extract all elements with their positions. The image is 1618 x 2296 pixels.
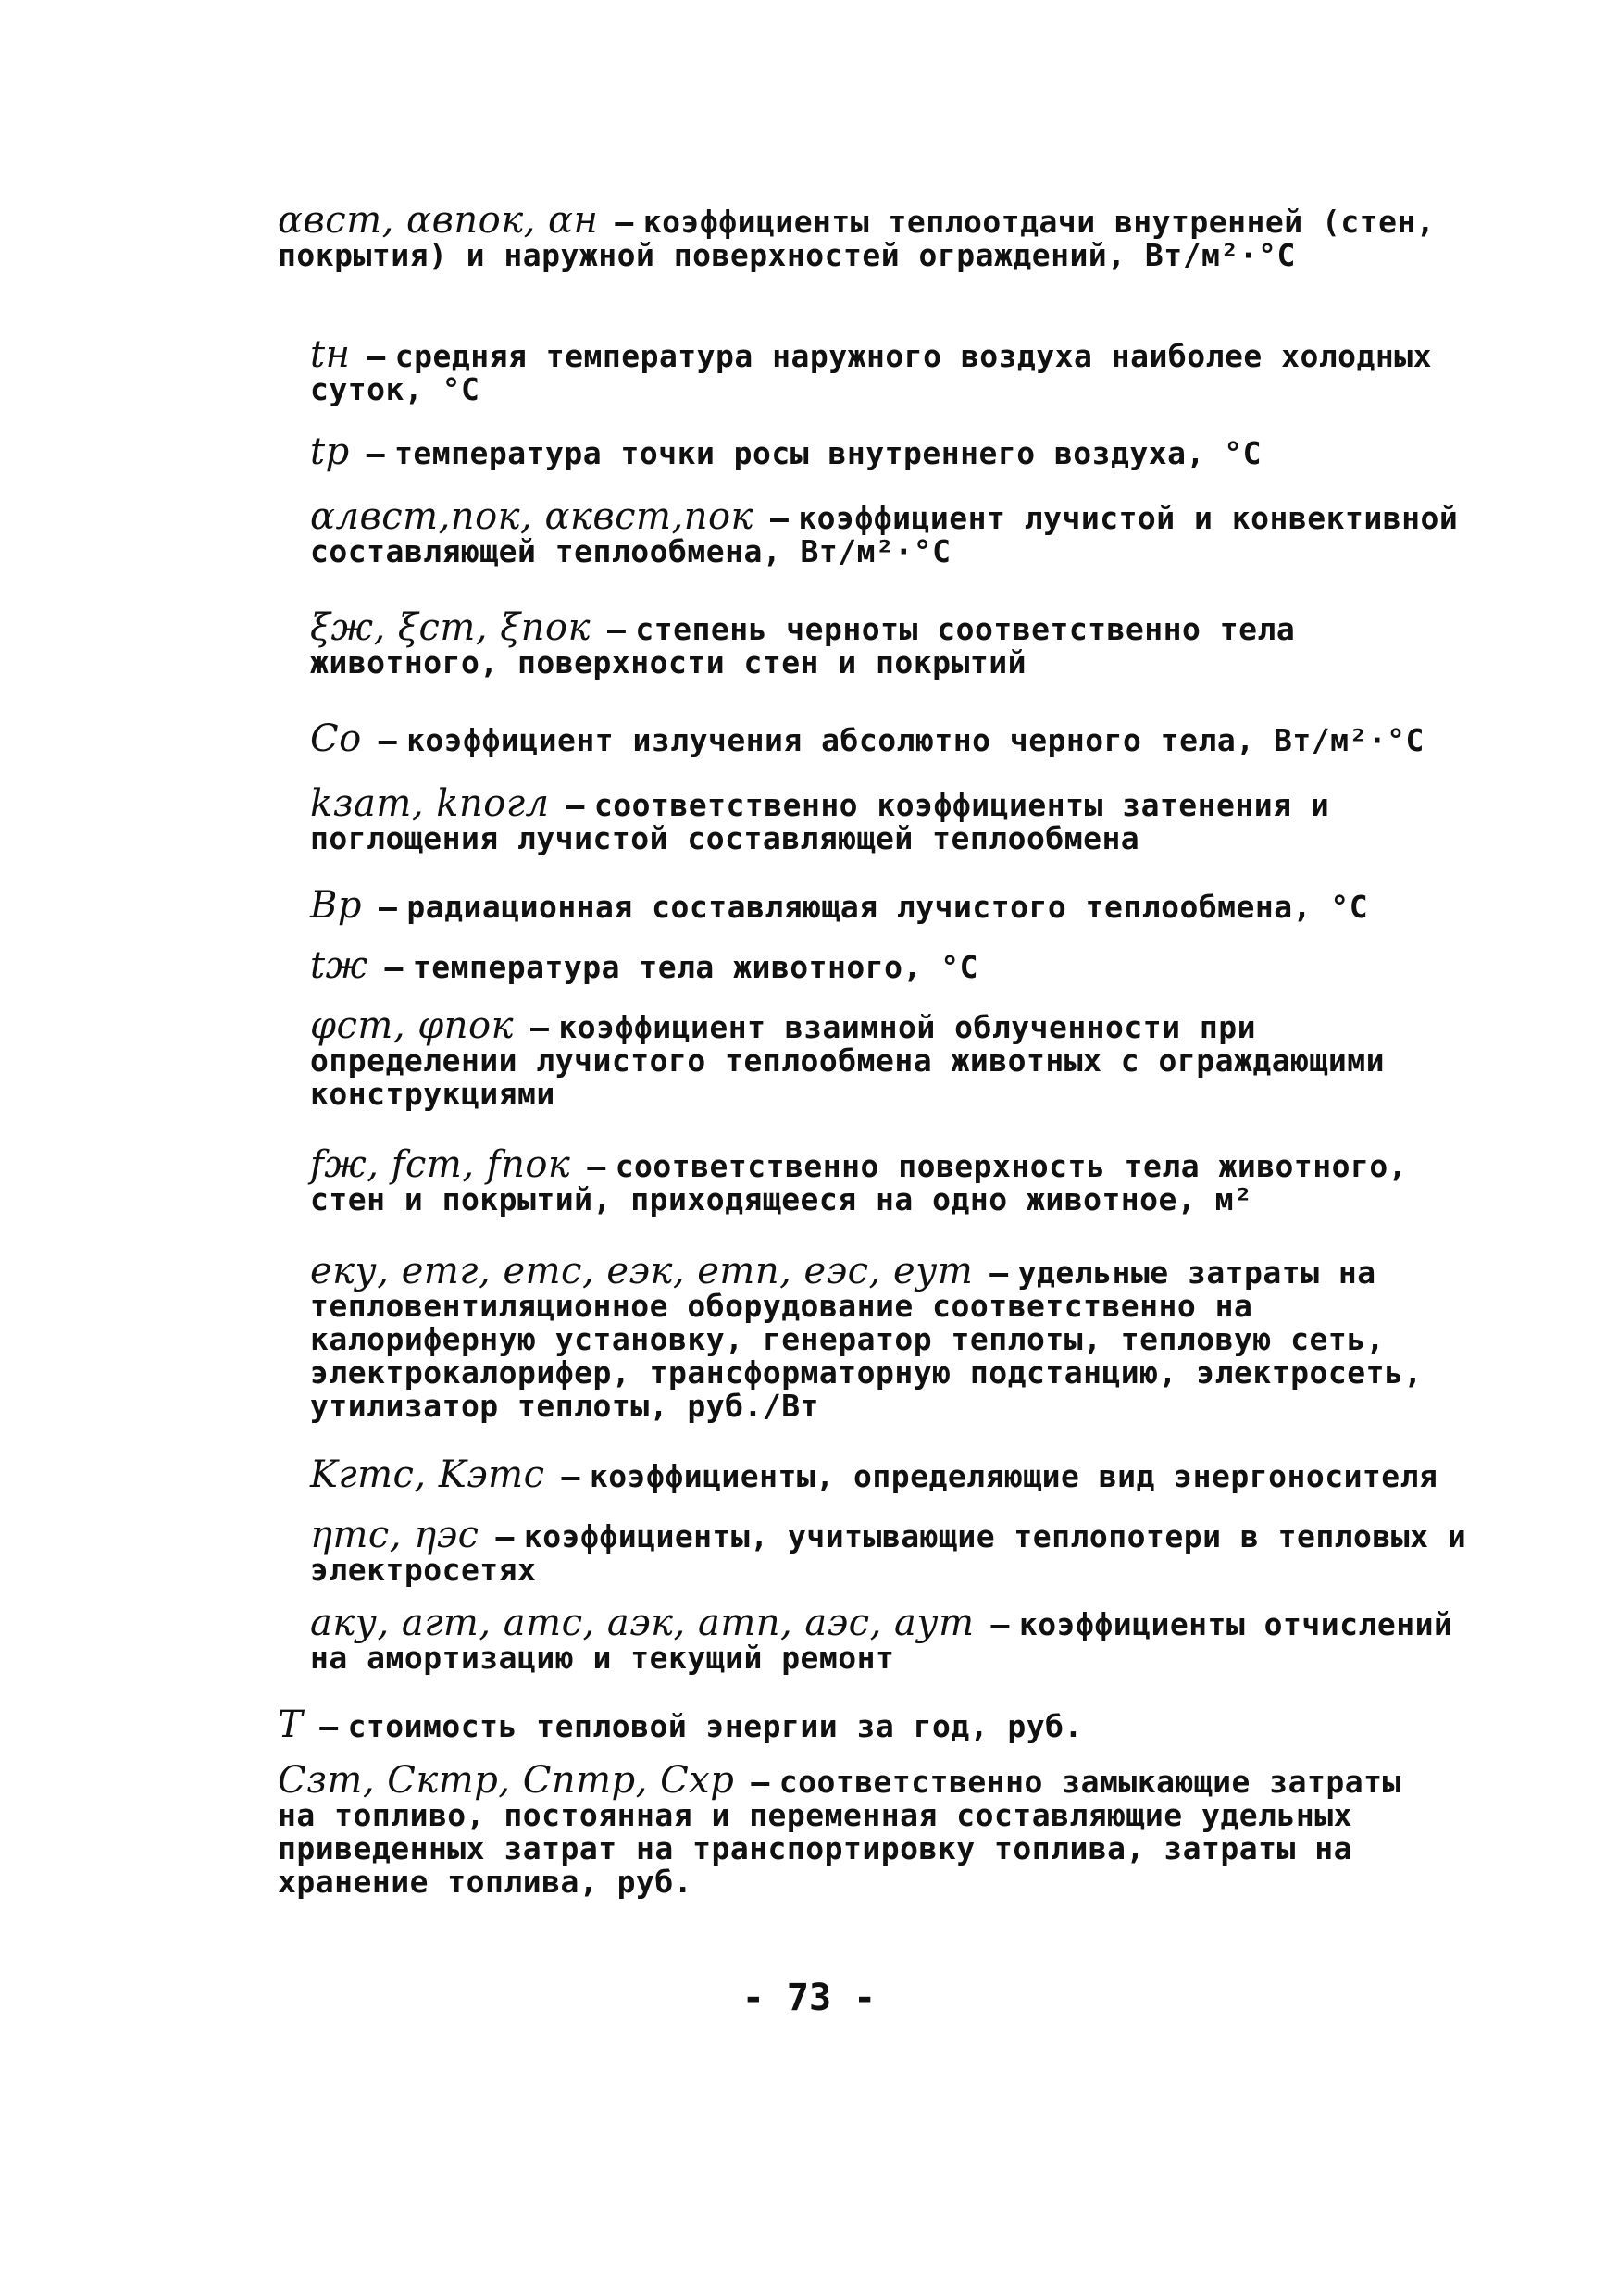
entry-surface-areas: fж, fст, fпок – соответственно поверхность тела животного, стен и покрытий, приходящееся на одно животное, м²	[310, 1143, 1408, 1217]
symbol: αвст, αвпок, αн	[278, 199, 599, 242]
entry-network-loss-coefficients: ηтс, ηэс – коэффициенты, учитывающие теплопотери в тепловых и электросетях	[310, 1514, 1467, 1588]
entry-dew-point: tр – температура точки росы внутреннего воздуха, °С	[310, 430, 1262, 473]
description: температура точки росы внутреннего воздуха, °С	[394, 435, 1262, 471]
description: коэффициент излучения абсолютно черного тела, Вт/м²·°С	[406, 722, 1425, 758]
entry-radiative-convective-coefficient: αлвст,пок, αквст,пок – коэффициент лучистой и конвективной составляющей теплообмена, Вт/м²·°С	[310, 495, 1459, 569]
symbol: kзат, kпогл	[310, 782, 550, 825]
description: коэффициент лучистой и конвективной составляющей теплообмена, Вт/м²·°С	[310, 500, 1459, 569]
description: соответственно поверхность тела животного, стен и покрытий, приходящееся на одно животное, м²	[310, 1148, 1408, 1217]
description: температура тела животного, °С	[412, 949, 978, 985]
symbol: Cо	[310, 718, 362, 760]
symbol: ηтс, ηэс	[310, 1514, 479, 1556]
symbol: fж, fст, fпок	[310, 1143, 571, 1186]
symbol: Cзт, Cктр, Cптр, Cхр	[278, 1759, 735, 1802]
description: коэффициент взаимной облученности при определении лучистого теплообмена животных с ограждающими конструкциями	[310, 1009, 1385, 1112]
page-number: - 73 -	[741, 1977, 877, 2019]
entry-heat-transfer-coefficients: αвст, αвпок, αн – коэффициенты теплоотдачи внутренней (стен, покрытия) и наружной поверхностей ограждений, Вт/м²·°С	[278, 199, 1436, 273]
entry-emissivity: ξж, ξст, ξпок – степень черноты соответственно тела животного, поверхности стен и покрытий	[310, 606, 1296, 680]
symbol: ξж, ξст, ξпок	[310, 606, 591, 649]
symbol: Kгтс, Kэтс	[310, 1454, 545, 1496]
entry-view-factor: φст, φпок – коэффициент взаимной облученности при определении лучистого теплообмена животных с ограждающими конструкциями	[310, 1004, 1385, 1112]
entry-fuel-costs: Cзт, Cктр, Cптр, Cхр – соответственно замыкающие затраты на топливо, постоянная и переменная составляющие удельных приведенных затрат на транспортировку топлива, затраты на хранение топлива, руб.	[278, 1759, 1401, 1900]
symbol: Т	[278, 1703, 304, 1746]
entry-radiation-component: Bр – радиационная составляющая лучистого теплообмена, °С	[310, 884, 1369, 927]
symbol: tж	[310, 944, 368, 987]
description: удельные затраты на тепловентиляционное оборудование соответственно на калориферную установку, генератор теплоты, тепловую сеть, электрокалорифер, трансформаторную подстанцию, электросеть, утилизатор теплоты, руб./Вт	[310, 1254, 1423, 1424]
description: коэффициенты, определяющие вид энергоносителя	[589, 1458, 1438, 1494]
description: стоимость тепловой энергии за год, руб.	[347, 1708, 1083, 1744]
symbol: eку, eтг, eтс, eэк, eтп, eэс, eут	[310, 1250, 974, 1292]
description: коэффициенты теплоотдачи внутренней (стен, покрытия) и наружной поверхностей ограждений, Вт/м²·°С	[278, 204, 1436, 273]
description: соответственно коэффициенты затенения и поглощения лучистой составляющей теплообмена	[310, 787, 1330, 856]
symbol: tн	[310, 333, 351, 376]
symbol: tр	[310, 430, 350, 473]
description: радиационная составляющая лучистого теплообмена, °С	[406, 889, 1369, 925]
entry-shading-absorption: kзат, kпогл – соответственно коэффициенты затенения и поглощения лучистой составляющей теплообмена	[310, 782, 1330, 856]
entry-specific-costs: eку, eтг, eтс, eэк, eтп, eэс, eут – удельные затраты на тепловентиляционное оборудование соответственно на калориферную установку, генератор теплоты, тепловую сеть, электрокалорифер, трансформаторную подстанцию, электросеть, утилизатор теплоты, руб./Вт	[310, 1250, 1423, 1424]
entry-annual-heat-cost: Т – стоимость тепловой энергии за год, руб.	[278, 1703, 1083, 1746]
symbol: Bр	[310, 884, 362, 927]
description: коэффициенты, учитывающие теплопотери в тепловых и электросетях	[310, 1518, 1467, 1588]
entry-depreciation-coefficients: aку, aгт, aтс, aэк, aтп, aэс, aут – коэффициенты отчислений на амортизацию и текущий ремонт	[310, 1602, 1453, 1676]
description: средняя температура наружного воздуха наиболее холодных суток, °С	[310, 338, 1433, 407]
description: соответственно замыкающие затраты на топливо, постоянная и переменная составляющие удельных приведенных затрат на транспортировку топлива, затраты на хранение топлива, руб.	[278, 1764, 1401, 1900]
symbol: αлвст,пок, αквст,пок	[310, 495, 753, 538]
symbol: φст, φпок	[310, 1004, 515, 1047]
entry-animal-body-temperature: tж – температура тела животного, °С	[310, 944, 978, 987]
entry-outdoor-temperature: tн – средняя температура наружного воздуха наиболее холодных суток, °С	[310, 333, 1433, 407]
entry-energy-carrier-coefficients: Kгтс, Kэтс – коэффициенты, определяющие вид энергоносителя	[310, 1454, 1438, 1496]
symbol: aку, aгт, aтс, aэк, aтп, aэс, aут	[310, 1602, 975, 1644]
description: степень черноты соответственно тела животного, поверхности стен и покрытий	[310, 611, 1296, 680]
description: коэффициенты отчислений на амортизацию и текущий ремонт	[310, 1606, 1453, 1676]
entry-blackbody-coefficient: Cо – коэффициент излучения абсолютно черного тела, Вт/м²·°С	[310, 718, 1425, 760]
